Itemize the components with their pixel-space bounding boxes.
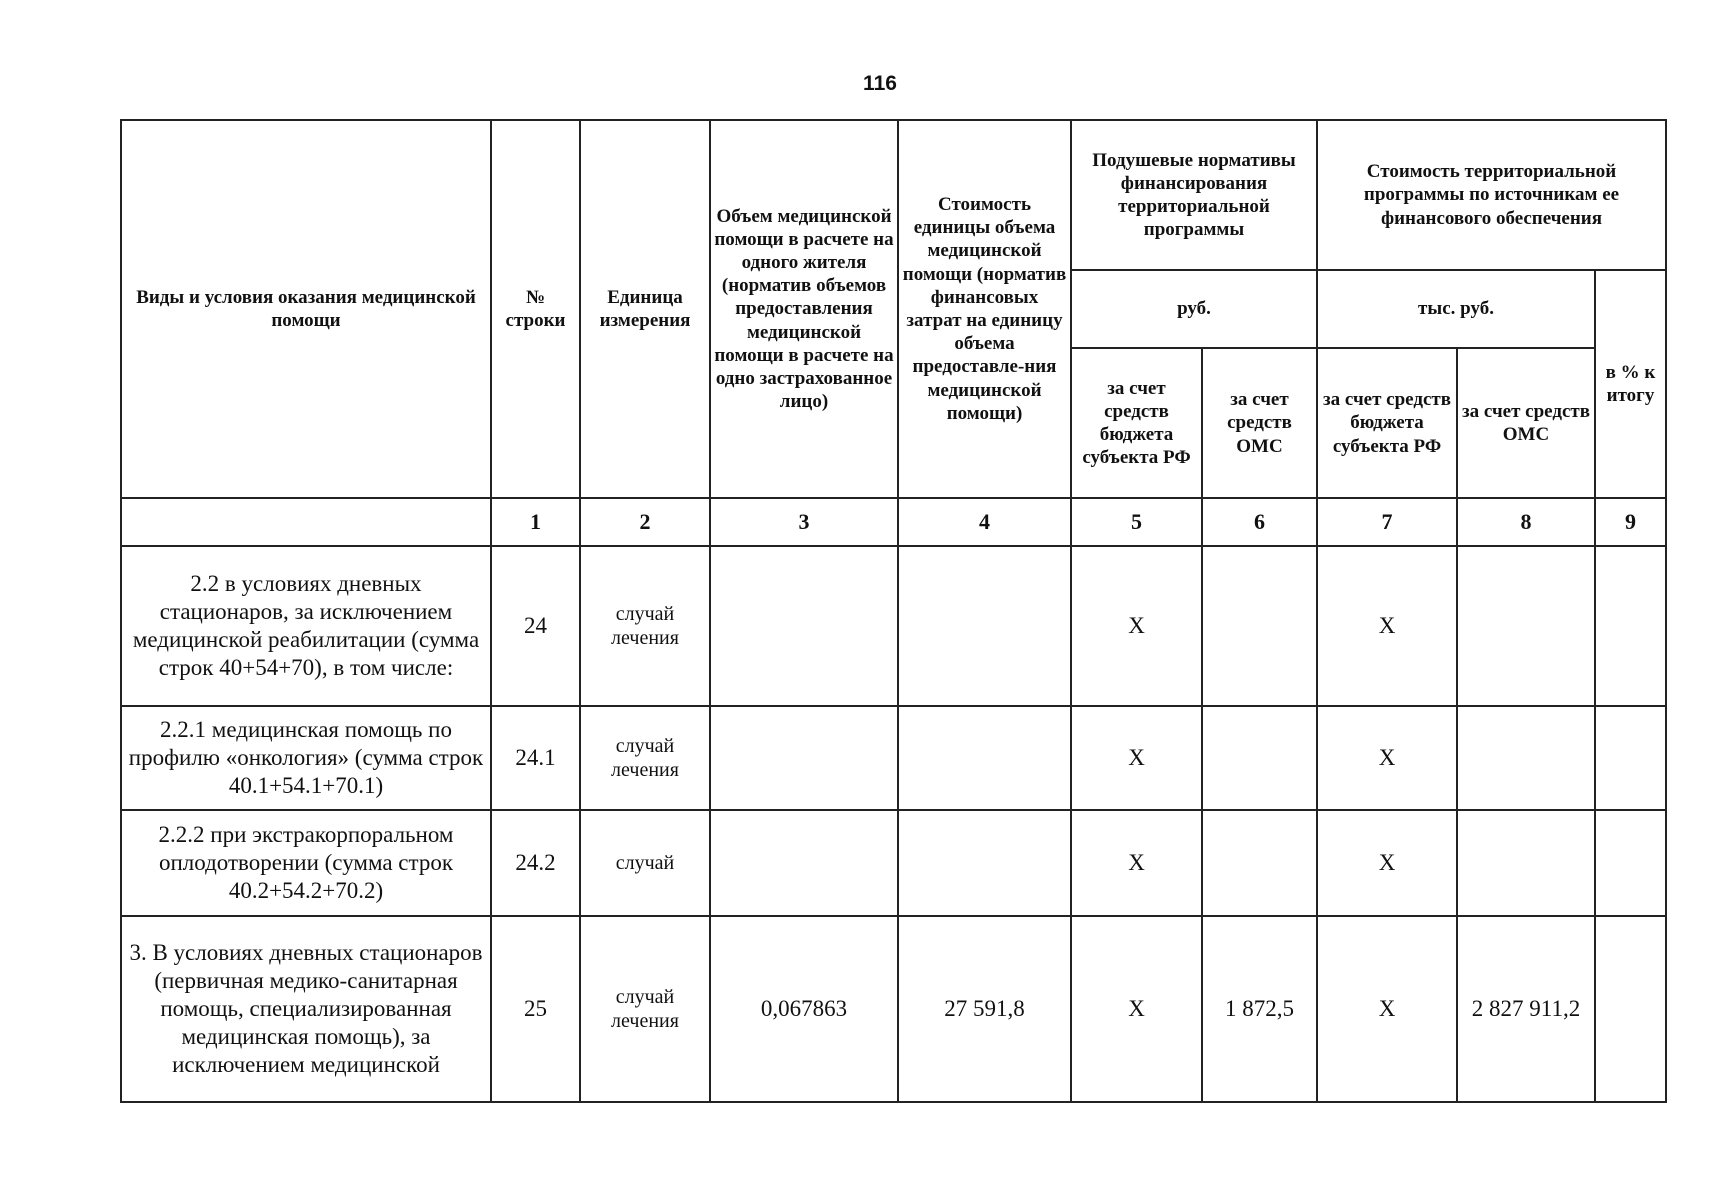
row-budget-thousand: Х — [1317, 916, 1457, 1102]
table-row — [121, 546, 1666, 706]
header-oms-rub: за счет средств ОМС — [1202, 348, 1317, 498]
header-volume: Объем медицинской помощи в расчете на одного жителя (норматив объемов предоставления медицинской помощи в расчете на одно застрахованное лицо) — [710, 120, 898, 498]
column-number: 2 — [580, 498, 710, 546]
header-per-capita-norms: Подушевые нормативы финансирования территориальной программы — [1071, 120, 1317, 270]
header-budget-rf-rub: за счет средств бюджета субъекта РФ — [1071, 348, 1202, 498]
row-name: 2.2 в условиях дневных стационаров, за исключением медицинской реабилитации (сумма строк 40+54+70), в том числе: — [121, 546, 491, 706]
column-number: 9 — [1595, 498, 1666, 546]
row-percent — [1595, 546, 1666, 706]
row-volume — [710, 546, 898, 706]
header-row-number: № строки — [491, 120, 580, 498]
header-percent-of-total: в % к итогу — [1595, 270, 1666, 498]
column-number: 7 — [1317, 498, 1457, 546]
row-percent — [1595, 810, 1666, 916]
row-volume: 0,067863 — [710, 916, 898, 1102]
row-budget-rub: Х — [1071, 546, 1202, 706]
header-types-of-care: Виды и условия оказания медицинской помощи — [121, 120, 491, 498]
column-number — [121, 498, 491, 546]
row-oms-rub: 1 872,5 — [1202, 916, 1317, 1102]
row-unit-cost: 27 591,8 — [898, 916, 1071, 1102]
row-number: 24.2 — [491, 810, 580, 916]
column-number: 8 — [1457, 498, 1595, 546]
row-unit-cost — [898, 706, 1071, 810]
row-unit: случай лечения — [580, 546, 710, 706]
row-percent — [1595, 916, 1666, 1102]
page-number: 116 — [863, 72, 897, 95]
row-oms-rub — [1202, 810, 1317, 916]
column-number: 6 — [1202, 498, 1317, 546]
row-unit: случай лечения — [580, 706, 710, 810]
row-oms-rub — [1202, 706, 1317, 810]
row-oms-thousand: 2 827 911,2 — [1457, 916, 1595, 1102]
row-name: 2.2.1 медицинская помощь по профилю «онкология» (сумма строк 40.1+54.1+70.1) — [121, 706, 491, 810]
row-name: 2.2.2 при экстракорпоральном оплодотворении (сумма строк 40.2+54.2+70.2) — [121, 810, 491, 916]
header-oms-thousand: за счет средств ОМС — [1457, 348, 1595, 498]
row-budget-rub: Х — [1071, 916, 1202, 1102]
header-program-cost: Стоимость территориальной программы по источникам ее финансового обеспечения — [1317, 120, 1666, 270]
row-number: 24 — [491, 546, 580, 706]
row-budget-rub: Х — [1071, 810, 1202, 916]
row-number: 24.1 — [491, 706, 580, 810]
row-name: 3. В условиях дневных стационаров (первичная медико-санитарная помощь, специализированная медицинская помощь), за исключением медицинской — [121, 916, 491, 1102]
table-row — [121, 706, 1666, 810]
row-budget-thousand: Х — [1317, 546, 1457, 706]
table-row — [121, 916, 1666, 1102]
row-oms-thousand — [1457, 810, 1595, 916]
row-oms-rub — [1202, 546, 1317, 706]
row-budget-rub: Х — [1071, 706, 1202, 810]
row-oms-thousand — [1457, 706, 1595, 810]
column-number: 4 — [898, 498, 1071, 546]
medical-care-cost-table — [120, 119, 1667, 1103]
row-budget-thousand: Х — [1317, 810, 1457, 916]
header-budget-rf-thousand: за счет средств бюджета субъекта РФ — [1317, 348, 1457, 498]
header-unit-thousand-rub: тыс. руб. — [1317, 270, 1595, 348]
table-row — [121, 810, 1666, 916]
column-number-row — [121, 498, 1666, 546]
row-number: 25 — [491, 916, 580, 1102]
column-number: 5 — [1071, 498, 1202, 546]
row-unit: случай лечения — [580, 916, 710, 1102]
header-unit-cost: Стоимость единицы объема медицинской помощи (норматив финансовых затрат на единицу объема предоставле-ния медицинской помощи) — [898, 120, 1071, 498]
row-percent — [1595, 706, 1666, 810]
column-number: 3 — [710, 498, 898, 546]
header-unit: Единица измерения — [580, 120, 710, 498]
row-budget-thousand: Х — [1317, 706, 1457, 810]
row-unit-cost — [898, 546, 1071, 706]
row-oms-thousand — [1457, 546, 1595, 706]
row-volume — [710, 810, 898, 916]
row-unit: случай — [580, 810, 710, 916]
column-number: 1 — [491, 498, 580, 546]
row-unit-cost — [898, 810, 1071, 916]
row-volume — [710, 706, 898, 810]
header-unit-rub: руб. — [1071, 270, 1317, 348]
